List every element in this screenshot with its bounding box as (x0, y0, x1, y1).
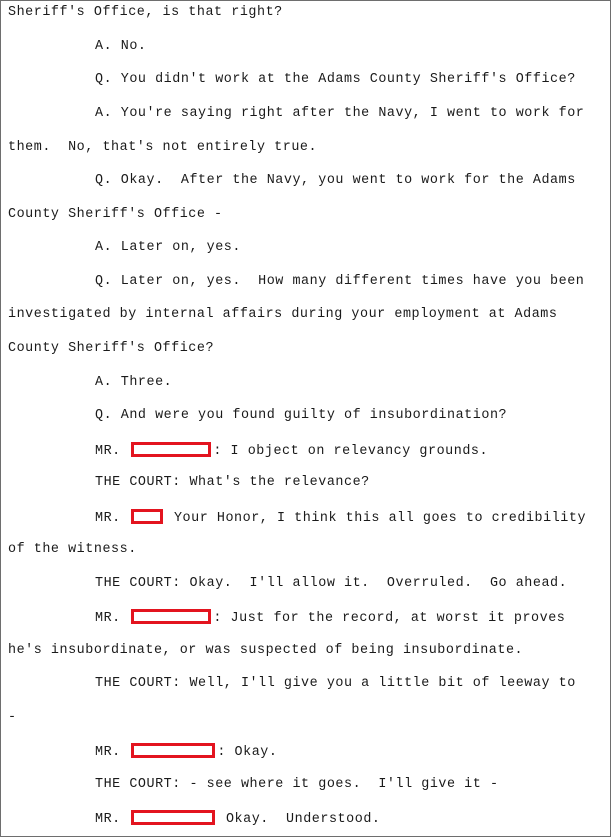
transcript-line: A. Later on, yes. (95, 240, 241, 255)
speaker-label: MR. (95, 611, 121, 626)
transcript-line (95, 442, 488, 460)
redaction-box (131, 442, 211, 457)
transcript-line: Q. You didn't work at the Adams County Sheriff's Office? (95, 72, 576, 87)
transcript-line: County Sheriff's Office - (8, 207, 223, 222)
transcript-line: A. You're saying right after the Navy, I went to work for (95, 106, 585, 121)
transcript-line: investigated by internal affairs during your employment at Adams (8, 307, 558, 322)
speech-text: : Okay. (217, 745, 278, 760)
speaker-label: MR. (95, 812, 121, 827)
redaction-box (131, 609, 211, 624)
transcript-line (95, 609, 565, 627)
transcript-line (95, 810, 381, 828)
redaction-box (131, 509, 163, 524)
transcript-line: Q. Okay. After the Navy, you went to work for the Adams (95, 173, 576, 188)
redaction-box (131, 810, 215, 825)
speech-text: : Just for the record, at worst it proves (213, 611, 566, 626)
transcript-line: Q. And were you found guilty of insubordination? (95, 408, 508, 423)
transcript-line: A. No. (95, 39, 147, 54)
speaker-label: MR. (95, 444, 121, 459)
transcript-line: THE COURT: - see where it goes. I'll give it - (95, 777, 499, 792)
transcript-line: - (8, 710, 17, 725)
transcript-line: THE COURT: Okay. I'll allow it. Overruled. Go ahead. (95, 576, 568, 591)
transcript-line: A. Three. (95, 375, 173, 390)
transcript-line: them. No, that's not entirely true. (8, 140, 318, 155)
transcript-line: THE COURT: What's the relevance? (95, 475, 370, 490)
speech-text: Okay. Understood. (217, 812, 381, 827)
transcript-line: Q. Later on, yes. How many different times have you been (95, 274, 585, 289)
speaker-label: MR. (95, 511, 121, 526)
transcript-line: he's insubordinate, or was suspected of being insubordinate. (8, 643, 524, 658)
redaction-box (131, 743, 215, 758)
transcript-line: County Sheriff's Office? (8, 341, 215, 356)
speech-text: : I object on relevancy grounds. (213, 444, 489, 459)
transcript-line: THE COURT: Well, I'll give you a little bit of leeway to (95, 676, 576, 691)
speech-text: Your Honor, I think this all goes to credibility (165, 511, 587, 526)
transcript-line (95, 509, 586, 527)
transcript-line: of the witness. (8, 542, 137, 557)
speaker-label: MR. (95, 745, 121, 760)
transcript-line (95, 743, 277, 761)
transcript-line: Sheriff's Office, is that right? (8, 5, 283, 20)
